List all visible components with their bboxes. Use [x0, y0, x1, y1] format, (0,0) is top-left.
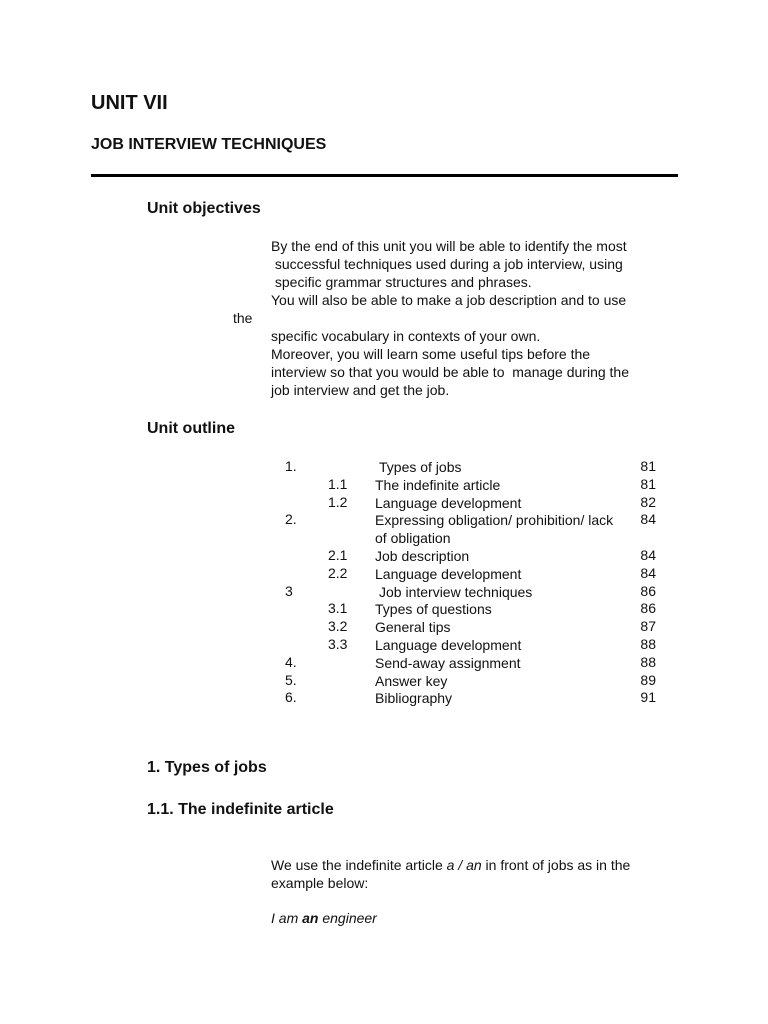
paragraph-text-start: We use the indefinite article [271, 857, 447, 873]
outline-page-number: 91 [640, 689, 656, 706]
outline-number: 5. [285, 671, 297, 688]
title-divider [91, 174, 678, 177]
outline-page-number: 84 [640, 511, 656, 528]
outline-page-number: 86 [640, 582, 656, 599]
outline-page-number: 84 [640, 546, 656, 563]
outline-number: 3.3 [328, 635, 348, 652]
outline-title: Bibliography [375, 690, 453, 707]
section-1-heading: 1. Types of jobs [147, 759, 267, 776]
outline-row [0, 672, 768, 690]
unit-label: UNIT VII [91, 92, 168, 114]
objectives-paragraph-a: By the end of this unit you will be able to identify the most successful techniques used during a job interview, using specific grammar structures and phrases. You will also be able to make a job description and to use [271, 238, 627, 308]
outline-row [0, 547, 768, 565]
outline-page-number: 89 [640, 671, 656, 688]
outline-number: 2.2 [328, 564, 348, 581]
outline-row [0, 565, 768, 583]
outline-page-number: 82 [640, 493, 656, 510]
outline-title: The indefinite article [375, 476, 501, 493]
outline-row [0, 494, 768, 512]
outline-title: Language development [375, 494, 522, 511]
outline-row [0, 654, 768, 672]
outline-page-number: 84 [640, 564, 656, 581]
paragraph-text-end: in front of jobs as in the example below: [271, 857, 631, 891]
outline-title: Types of jobs [379, 459, 462, 475]
outline-row [0, 689, 768, 707]
outline-title: General tips [375, 619, 451, 636]
outline-number: 2. [285, 511, 297, 528]
section-1-1-paragraph [271, 856, 630, 892]
outline-page-number: 86 [640, 600, 656, 617]
example-start: I am [271, 910, 303, 926]
outline-page-number: 88 [640, 653, 656, 670]
outline-title: Language development [375, 636, 522, 653]
outline-number: 2.1 [328, 546, 348, 563]
outline-number: 4. [285, 653, 297, 670]
example-sentence [271, 910, 377, 926]
example-emphasis: an [302, 910, 319, 926]
outline-row [0, 458, 768, 476]
outline-list [0, 458, 768, 707]
outline-title: Language development [375, 565, 522, 582]
objectives-stray-word: the [233, 310, 253, 326]
outline-title: Types of questions [375, 601, 492, 618]
outline-number: 3 [285, 582, 293, 599]
example-end: engineer [318, 910, 377, 926]
outline-heading: Unit outline [147, 420, 235, 437]
outline-page-number: 81 [640, 475, 656, 492]
outline-row [0, 476, 768, 494]
outline-title: Job description [375, 547, 470, 564]
outline-number: 1.1 [328, 475, 348, 492]
outline-page-number: 87 [640, 618, 656, 635]
objectives-heading: Unit objectives [147, 200, 261, 217]
outline-number: 1.2 [328, 493, 348, 510]
objectives-paragraph-b: specific vocabulary in contexts of your own. Moreover, you will learn some useful tips before the interview so that you would be able to manage during the job interview and get the job. [271, 328, 630, 398]
outline-row [0, 636, 768, 654]
outline-number: 1. [285, 458, 297, 474]
outline-row [0, 600, 768, 618]
outline-number: 6. [285, 689, 297, 706]
unit-title: JOB INTERVIEW TECHNIQUES [91, 136, 327, 153]
paragraph-article-italic: a / an [446, 857, 482, 873]
outline-title: Answer key [375, 672, 448, 689]
outline-page-number: 81 [640, 458, 656, 474]
section-1-1-heading: 1.1. The indefinite article [147, 801, 334, 818]
outline-number: 3.2 [328, 618, 348, 635]
outline-title: Send-away assignment [375, 654, 521, 671]
outline-number: 3.1 [328, 600, 348, 617]
outline-title: Expressing obligation/ prohibition/ lack of obligation [375, 512, 614, 547]
outline-row [0, 511, 768, 547]
outline-row [0, 618, 768, 636]
outline-row [0, 583, 768, 601]
outline-title: Job interview techniques [379, 583, 533, 600]
outline-page-number: 88 [640, 635, 656, 652]
